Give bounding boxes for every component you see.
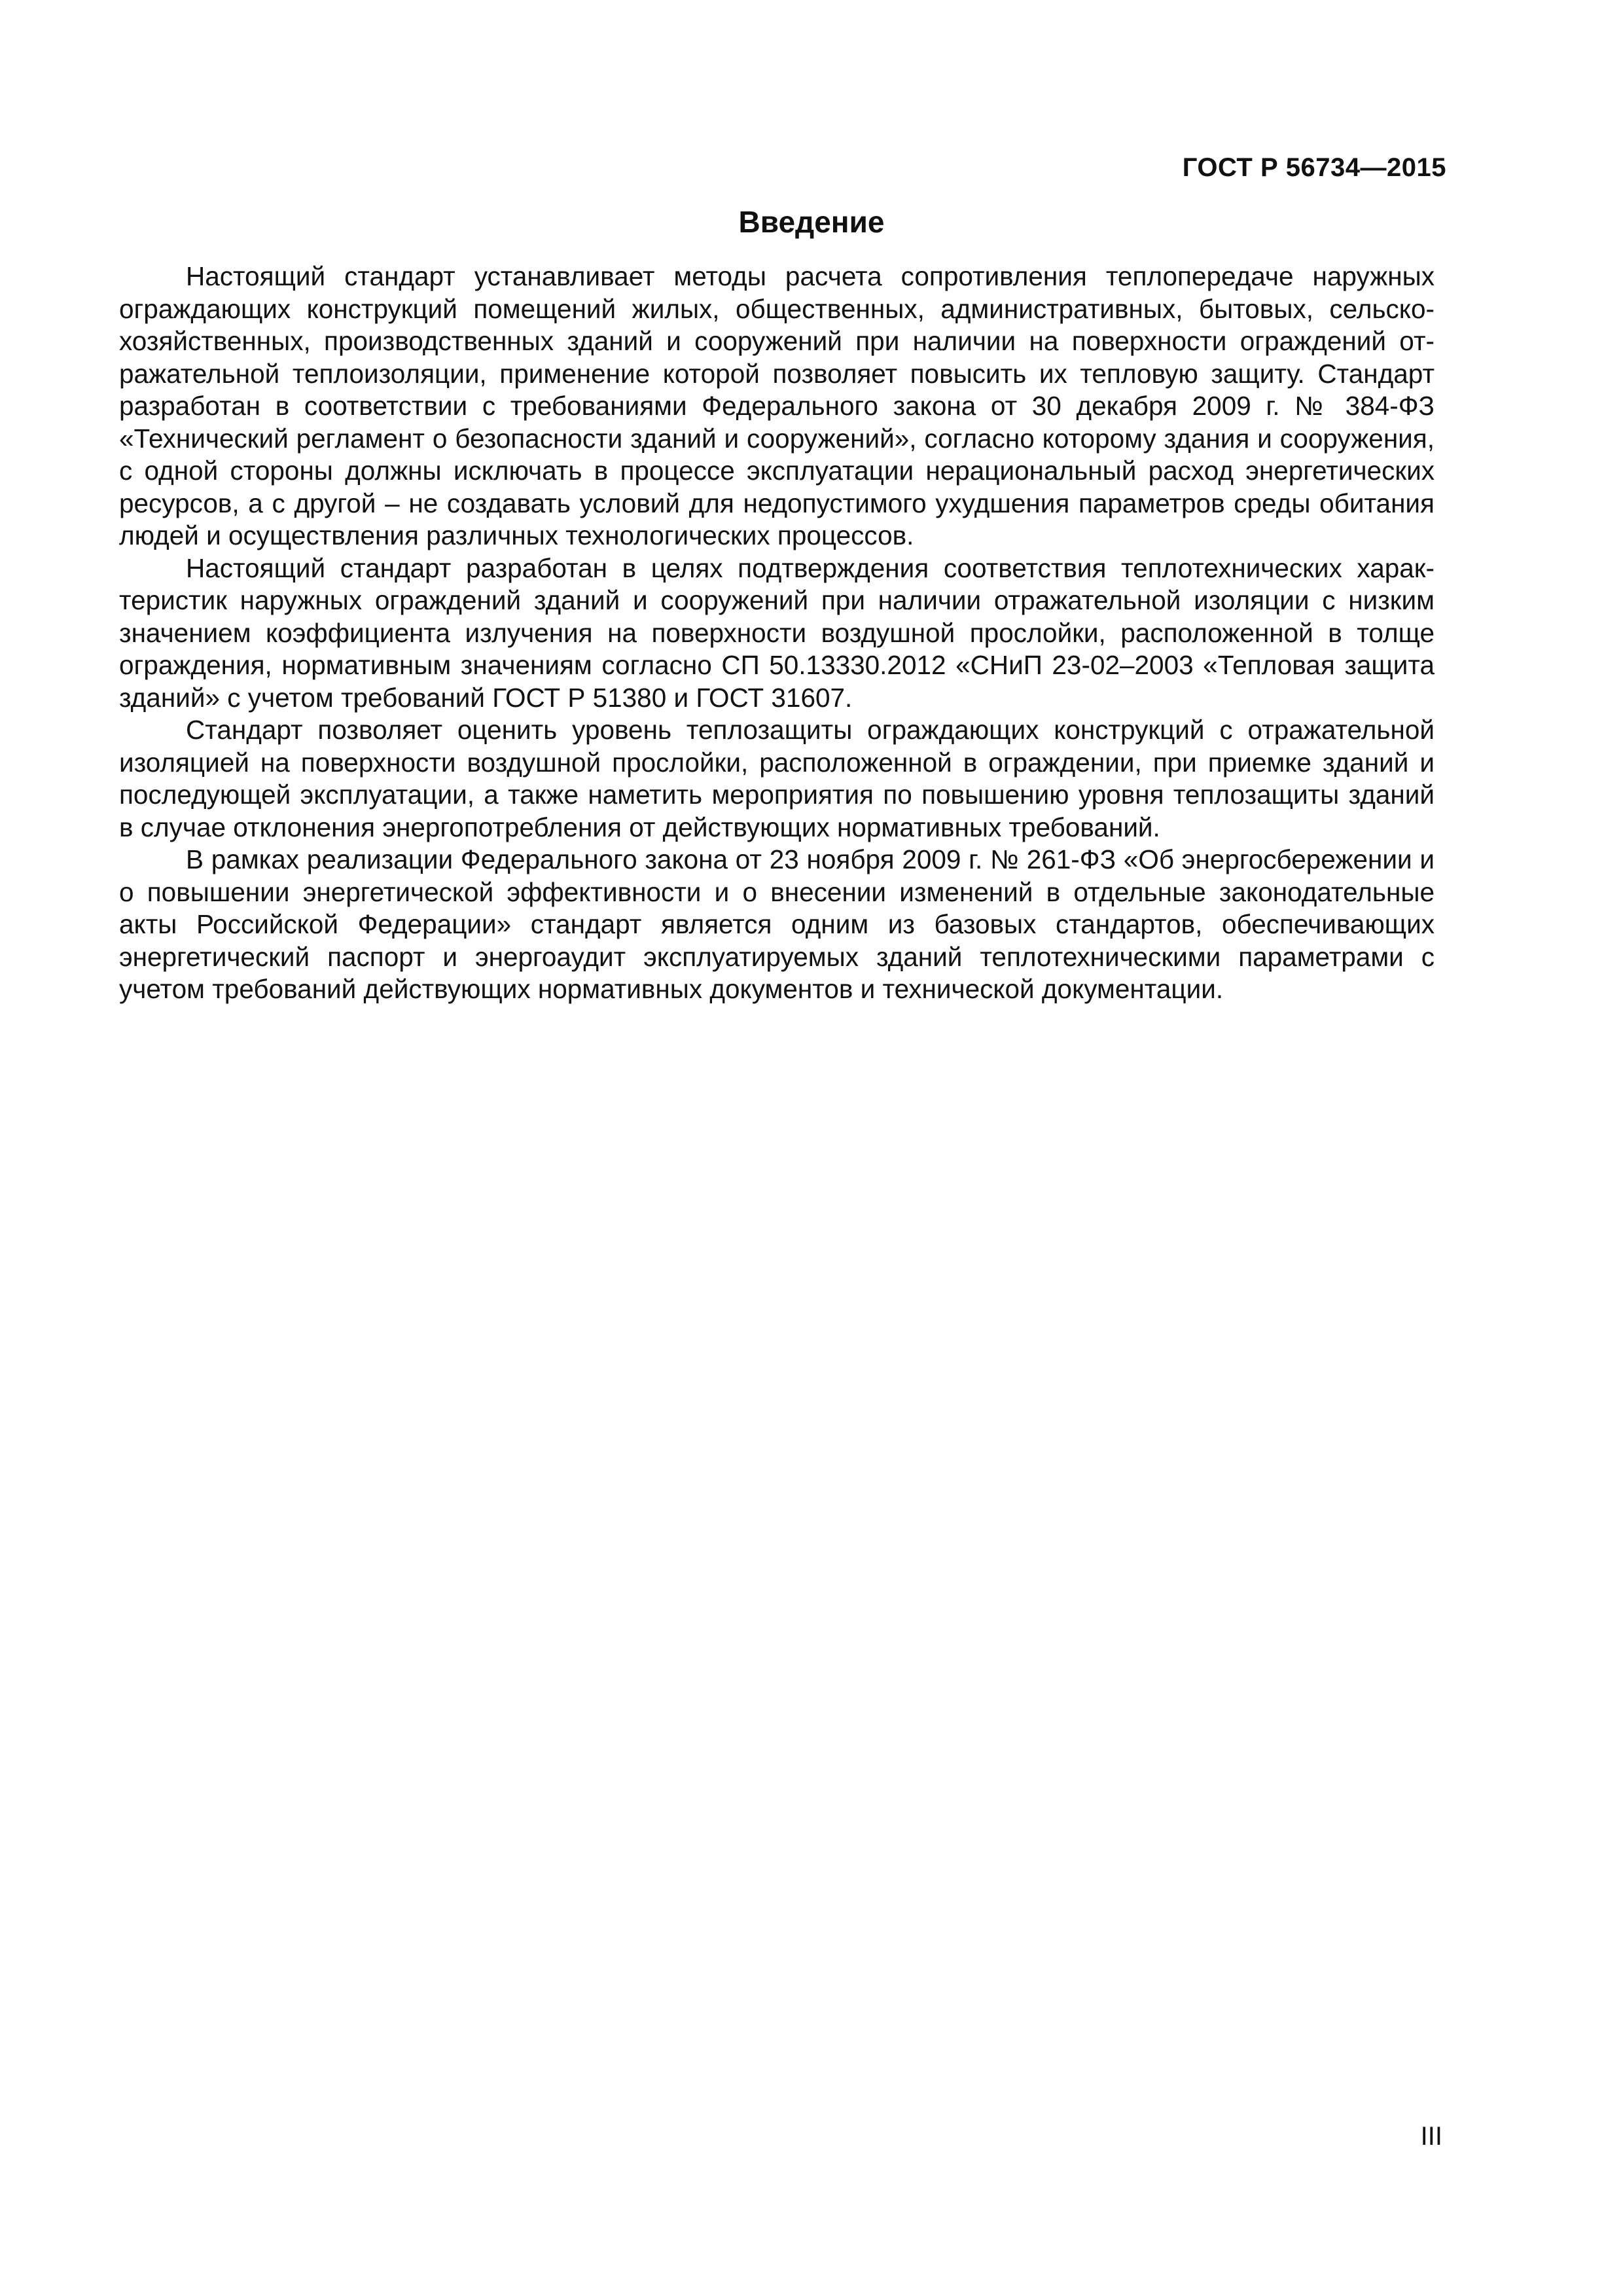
introduction-body (119, 260, 1435, 1006)
paragraph-4: В рамках реализации Федерального закона от 23 ноября 2009 г. № 261-ФЗ «Об энергосбережении и о повышении энергетической эффективности и о внесении изменений в отдельные законодательные акты Российской Федерации» стандарт является одним из базовых стандартов, обеспечивающих энергетический паспорт и энергоаудит эксплуатируемых зданий теплотехническими параметрами с учетом требований действующих нормативных документов и технической документации. (119, 844, 1435, 1004)
page-title: Введение (738, 205, 885, 239)
paragraph-3: Стандарт позволяет оценить уровень теплозащиты ограждающих конструкций с отражательной изоляцией на поверхности воздушной прослойки, расположенной в ограждении, при приемке зданий и последующей эксплуатации, а также наметить мероприятия по повышению уровня теплозащиты зданий в случае отклонения энергопотребления от действующих нормативных требований. (119, 715, 1435, 842)
page-number: III (1420, 2122, 1442, 2151)
document-code: ГОСТ Р 56734—2015 (1182, 153, 1446, 182)
paragraph-2: Настоящий стандарт разработан в целях подтверждения соответствия теплотехнических характеристик наружных ограждений зданий и сооружений при наличии отражательной изоляции с низким значением коэффициента излучения на поверхности воздушной прослойки, расположенной в толще ограждения, нормативным значениям согласно СП 50.13330.2012 «СНиП 23-02–2003 «Тепловая защита зданий» с учетом требований ГОСТ Р 51380 и ГОСТ 31607. (119, 552, 1435, 713)
paragraph-1: Настоящий стандарт устанавливает методы расчета сопротивления теплопередаче наружных ограждающих конструкций помещений жилых, общественных, административных, бытовых, сельскохозяйственных, производственных зданий и сооружений при наличии на поверхности ограждений отражательной теплоизоляции, применение которой позволяет повысить их тепловую защиту. Стандарт разработан в соответствии с требованиями Федерального закона от 30 декабря 2009 г. № 384-ФЗ «Технический регламент о безопасности зданий и сооружений», согласно которому здания и сооружения, с одной стороны должны исключать в процессе эксплуатации нерациональный расход энергетических ресурсов, а с другой – не создавать условий для недопустимого ухудшения параметров среды обитания людей и осуществления различных технологических процессов. (119, 261, 1435, 550)
